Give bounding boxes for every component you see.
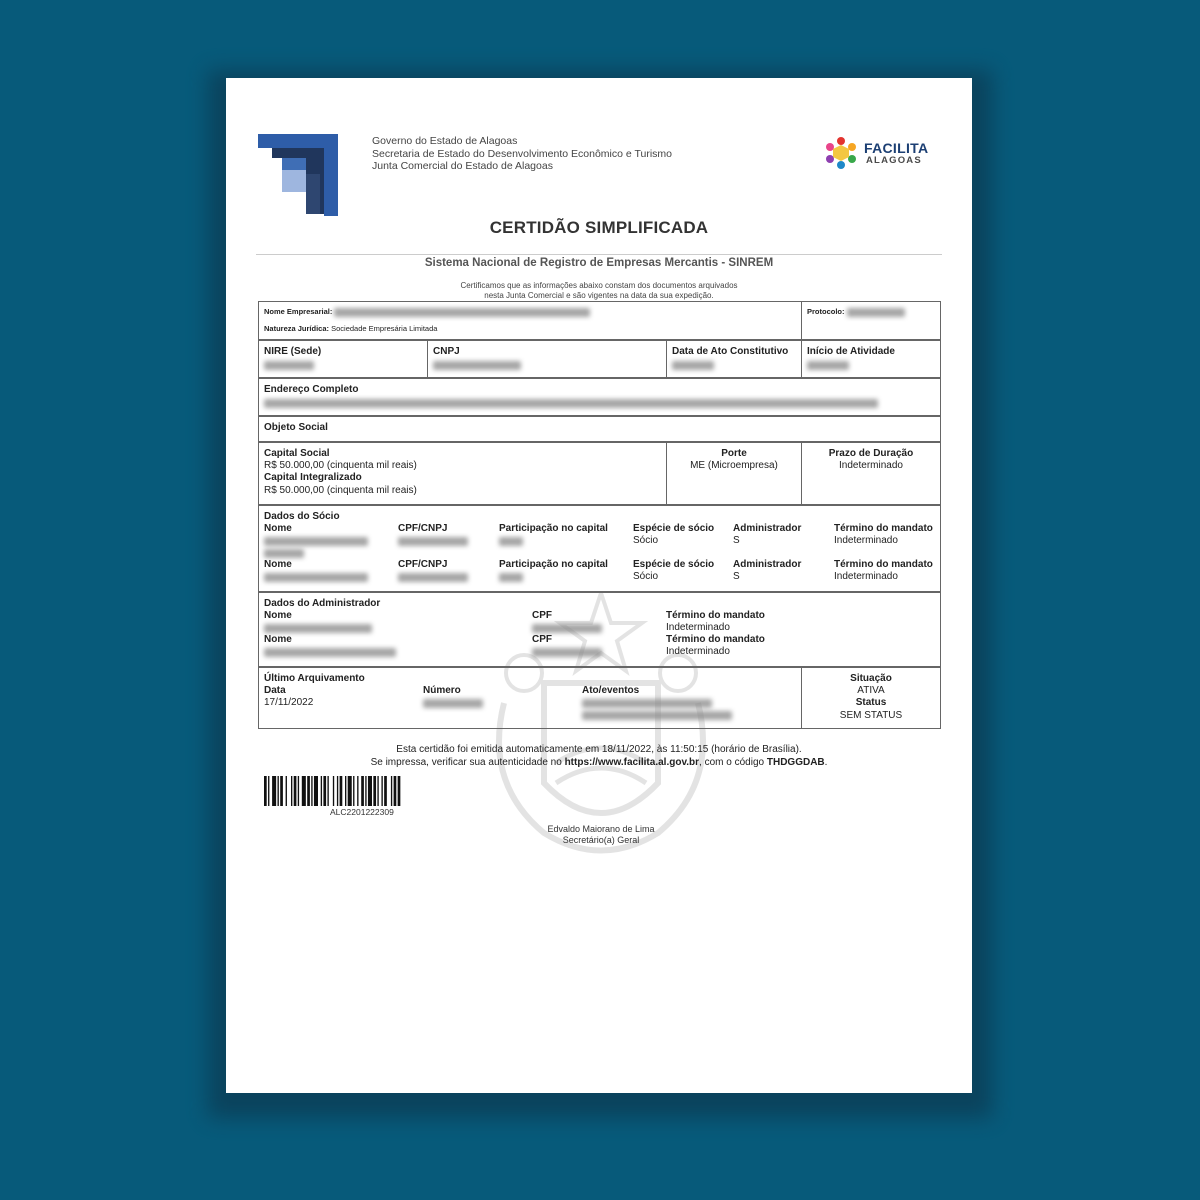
verify-end: .	[824, 757, 828, 768]
divider	[801, 340, 802, 378]
partner-cpf-header: CPF/CNPJ	[398, 523, 448, 534]
capital-social-value: R$ 50.000,00 (cinquenta mil reais)	[264, 460, 417, 472]
partner-term-value: Indeterminado	[834, 535, 898, 546]
partner-type-value: Sócio	[633, 571, 659, 582]
company-name-label: Nome Empresarial:	[264, 307, 333, 316]
admin-term-header: Término do mandato	[666, 610, 765, 621]
verify-line	[226, 756, 972, 769]
partner-term-header: Término do mandato	[834, 523, 933, 534]
duration-label: Prazo de Duração	[828, 448, 914, 459]
capital-social-label: Capital Social	[264, 448, 330, 459]
duration-value: Indeterminado	[839, 460, 903, 472]
partner-name-redacted	[264, 573, 368, 582]
partner-row	[264, 559, 934, 587]
partner-cpf-redacted	[398, 573, 468, 582]
situation-label: Situação	[850, 673, 892, 684]
partner-name-header: Nome	[264, 559, 292, 570]
filing-date-label: Data	[264, 685, 286, 696]
nire-label: NIRE (Sede)	[264, 346, 322, 357]
verify-prefix: Se impressa, verificar sua autenticidade no	[370, 757, 565, 768]
divider	[801, 301, 802, 340]
facilita-flower-icon	[824, 136, 858, 170]
brand-bottom: ALAGOAS	[866, 155, 922, 166]
signer-name: Edvaldo Maiorano de Lima	[547, 824, 655, 834]
partner-cpf-redacted	[398, 537, 468, 546]
filing-number-label: Número	[423, 685, 461, 696]
company-name-redacted	[334, 308, 590, 317]
size-field	[667, 448, 801, 472]
partners-section-label: Dados do Sócio	[264, 511, 340, 522]
situation-value: ATIVA	[857, 685, 885, 697]
administrator-row	[264, 634, 934, 658]
signer-role: Secretário(a) Geral	[562, 835, 640, 845]
admin-cpf-redacted	[532, 624, 602, 633]
barcode-text: ALC2201222309	[330, 807, 394, 817]
signature-block	[496, 824, 706, 846]
capital-field	[264, 448, 417, 497]
divider	[666, 340, 667, 378]
legal-nature-label: Natureza Jurídica:	[264, 324, 330, 333]
admin-name-header: Nome	[264, 634, 292, 645]
admin-cpf-header: CPF	[532, 634, 552, 645]
partner-term-header: Término do mandato	[834, 559, 933, 570]
status-value: SEM STATUS	[839, 709, 903, 721]
admin-cpf-header: CPF	[532, 610, 552, 621]
address-redacted	[264, 399, 878, 408]
issue-statement	[226, 743, 972, 769]
protocol-field	[807, 307, 905, 317]
partner-name-redacted	[264, 537, 368, 546]
cnpj-redacted	[433, 361, 521, 370]
verify-code: THDGGDAB	[766, 757, 825, 768]
constitution-date-redacted	[672, 361, 714, 370]
protocol-label: Protocolo:	[807, 307, 845, 316]
gov-line: Junta Comercial do Estado de Alagoas	[372, 160, 553, 172]
last-filing-section-label: Último Arquivamento	[264, 673, 365, 684]
partner-type-value: Sócio	[633, 535, 659, 546]
status-label: Status	[855, 697, 887, 709]
issue-line: Esta certidão foi emitida automaticamente em 18/11/2022, às 11:50:15 (horário de Brasília).	[396, 744, 802, 755]
filing-date-value: 17/11/2022	[264, 697, 314, 708]
cnpj-label: CNPJ	[433, 346, 460, 357]
partner-admin-value: S	[733, 571, 740, 582]
capital-integralizado-label: Capital Integralizado	[264, 472, 362, 484]
address-box	[258, 378, 941, 416]
administrator-row	[264, 610, 934, 634]
partner-share-redacted	[499, 573, 523, 582]
partner-term-value: Indeterminado	[834, 571, 898, 582]
admin-cpf-redacted	[532, 648, 602, 657]
government-header	[372, 135, 672, 173]
junta-logo	[258, 134, 338, 216]
nire-redacted	[264, 361, 314, 370]
legal-nature-value: Sociedade Empresária Limitada	[331, 324, 438, 333]
barcode-icon	[264, 776, 448, 808]
partner-share-redacted	[499, 537, 523, 546]
certify-line: nesta Junta Comercial e são vigentes na data da sua expedição.	[484, 290, 714, 300]
status-field	[802, 673, 940, 722]
partner-admin-header: Administrador	[733, 523, 802, 534]
partner-name-header: Nome	[264, 523, 292, 534]
legal-nature-field	[264, 324, 437, 333]
certificate-page	[226, 78, 972, 1093]
filing-number-redacted	[423, 699, 483, 708]
partner-share-header: Participação no capital	[499, 559, 608, 570]
admin-term-header: Término do mandato	[666, 634, 765, 645]
social-object-box	[258, 416, 941, 442]
verify-url-link[interactable]: https://www.facilita.al.gov.br	[564, 757, 700, 768]
partner-type-header: Espécie de sócio	[633, 523, 715, 534]
document-subtitle: Sistema Nacional de Registro de Empresas Mercantis - SINREM	[256, 254, 942, 269]
duration-field	[802, 448, 940, 472]
activity-start-redacted	[807, 361, 849, 370]
facilita-logo	[824, 136, 934, 172]
social-object-label: Objeto Social	[264, 422, 328, 433]
gov-line: Governo do Estado de Alagoas	[372, 135, 518, 147]
divider	[427, 340, 428, 378]
address-label: Endereço Completo	[264, 384, 359, 395]
filing-acts-redacted	[582, 699, 712, 708]
size-value: ME (Microempresa)	[690, 460, 778, 472]
capital-integralizado-value: R$ 50.000,00 (cinquenta mil reais)	[264, 484, 417, 496]
admin-name-redacted	[264, 624, 372, 633]
certify-line: Certificamos que as informações abaixo constam dos documentos arquivados	[460, 281, 738, 290]
partner-share-header: Participação no capital	[499, 523, 608, 534]
administrators-section-label: Dados do Administrador	[264, 598, 381, 609]
protocol-redacted	[847, 308, 905, 317]
constitution-date-label: Data de Ato Constitutivo	[672, 346, 789, 357]
admin-term-value: Indeterminado	[666, 646, 730, 657]
filing-acts-label: Ato/eventos	[582, 685, 640, 696]
partner-row	[264, 523, 934, 559]
size-label: Porte	[721, 448, 747, 459]
partner-name-redacted	[264, 549, 304, 558]
partner-admin-value: S	[733, 535, 740, 546]
partner-cpf-header: CPF/CNPJ	[398, 559, 448, 570]
gov-line: Secretaria de Estado do Desenvolvimento Econômico e Turismo	[372, 147, 672, 160]
brand-top: FACILITA	[864, 140, 929, 156]
document-title: CERTIDÃO SIMPLIFICADA	[489, 218, 709, 237]
activity-start-label: Início de Atividade	[807, 346, 895, 357]
filing-acts-redacted	[582, 711, 732, 720]
partner-type-header: Espécie de sócio	[633, 559, 715, 570]
admin-name-header: Nome	[264, 610, 292, 621]
admin-term-value: Indeterminado	[666, 622, 730, 633]
admin-name-redacted	[264, 648, 396, 657]
partner-admin-header: Administrador	[733, 559, 802, 570]
verify-mid: , com o código	[699, 757, 767, 768]
certification-statement	[226, 281, 972, 300]
company-name-field	[264, 307, 590, 317]
last-filing-field	[264, 673, 794, 725]
